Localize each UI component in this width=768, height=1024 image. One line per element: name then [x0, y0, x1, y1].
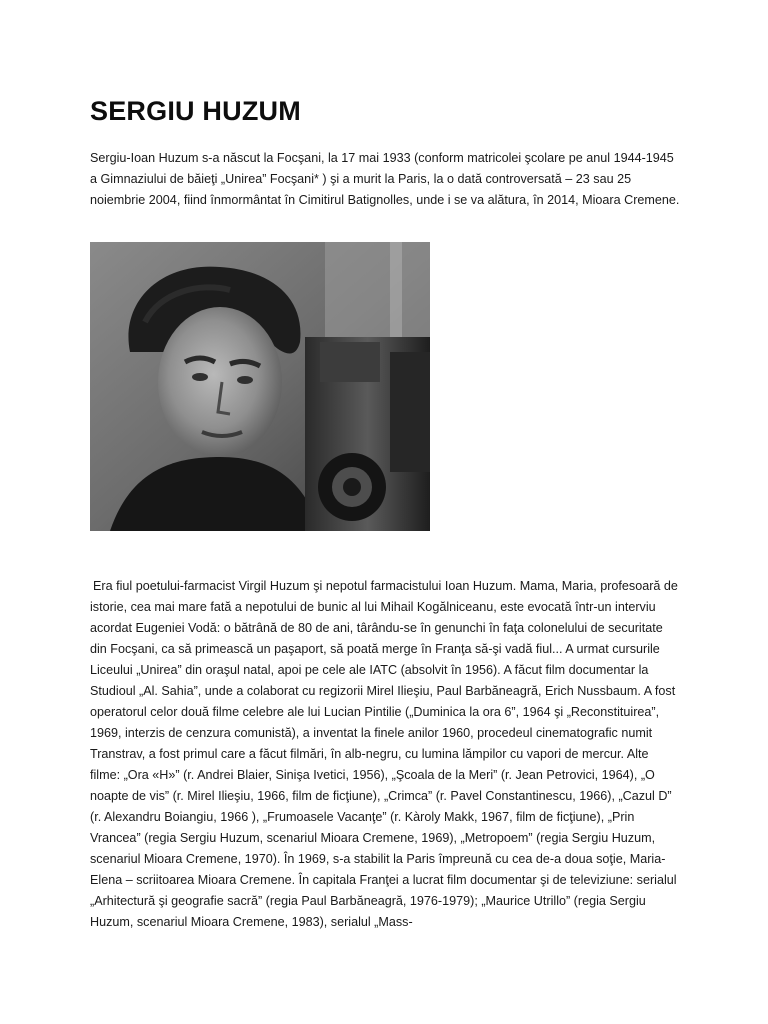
intro-paragraph: Sergiu-Ioan Huzum s-a născut la Focşani, la 17 mai 1933 (conform matricolei şcolare pe anul 1944-1945 a Gimnaziului de băieţi „Unirea” Focşani* ) şi a murit la Paris, la o dată controversată – 23 sau 25 noiembrie 2004, fiind înmormântat în Cimitirul Batignolles, unde i se va alătura, în 2014, Mioara Cremene. [90, 151, 680, 207]
biography-paragraph: Era fiul poetului-farmacist Virgil Huzum şi nepotul farmacistului Ioan Huzum. Mama, Maria, profesoară de istorie, cea mai mare fată a nepotului de bunic al lui Mihail Kogălniceanu, este evocată într-un interviu acordat Eugeniei Vodă: o bătrână de 80 de ani, târându-se în genunchi în faţa colonelului de securitate din Focşani, ca să primească un paşaport, să poată merge în Franţa să-şi vadă fiul... A urmat cursurile Liceului „Unirea” din oraşul natal, apoi pe cele ale IATC (absolvit în 1956). A făcut film documentar la Studioul „Al. Sahia”, unde a colaborat cu regizorii Mirel Ilieşiu, Paul Barbăneagră, Erich Nussbaum. A fost operatorul celor două filme celebre ale lui Lucian Pintilie („Duminica la ora 6”, 1964 şi „Reconstituirea”, 1969, interzis de cenzura comunistă), a inventat la finele anilor 1960, procedeul cinematografic numit Transtrav, a fost primul care a făcut filmări, în alb-negru, cu lumina lămpilor cu vapori de mercur. Alte filme: „Ora «H»” (r. Andrei Blaier, Sinişa Ivetici, 1956), „Şcoala de la Meri” (r. Jean Petrovici, 1964), „O noapte de vis” (r. Mirel Ilieşiu, 1966, film de ficţiune), „Crimca” (r. Pavel Constantinescu, 1966), „Cazul D” (r. Alexandru Boiangiu, 1966 ), „Frumoasele Vacanţe” (r. Kàroly Makk, 1967, film de ficţiune), „Prin Vrancea” (regia Sergiu Huzum, scenariul Mioara Cremene, 1969), „Metropoem” (regia Sergiu Huzum, scenariul Mioara Cremene, 1970). În 1969, s-a stabilit la Paris împreună cu cea de-a doua soţie, Maria-Elena – scriitoarea Mioara Cremene. În capitala Franţei a lucrat film documentar şi de televiziune: serialul „Arhitectură şi geografie sacră” (regia Paul Barbăneagră, 1976-1979); „Maurice Utrillo” (regia Sergiu Huzum, scenariul Mioara Cremene, 1983), serialul „Mass- [90, 579, 678, 929]
portrait-photo-icon [90, 242, 430, 531]
portrait-photo [90, 242, 430, 531]
page-title: SERGIU HUZUM [90, 96, 301, 126]
